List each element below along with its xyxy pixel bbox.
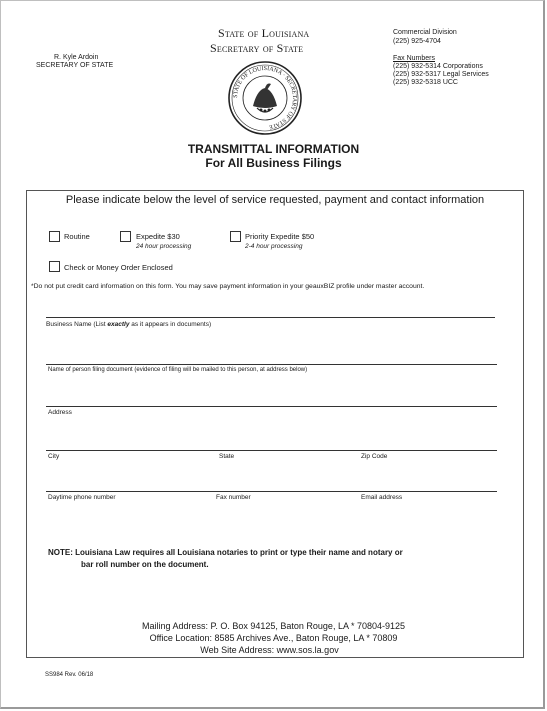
priority-expedite-checkbox[interactable]: [230, 231, 241, 242]
form-title: TRANSMITTAL INFORMATION: [187, 142, 360, 156]
fax-number-label: Fax number: [216, 494, 251, 501]
address-label: Address: [48, 409, 72, 416]
priority-expedite-sublabel: 2-4 hour processing: [245, 243, 303, 250]
phone-fax-email-line[interactable]: [46, 491, 497, 492]
routine-checkbox[interactable]: [49, 231, 60, 242]
notary-note-line2: bar roll number on the document.: [81, 560, 209, 569]
check-money-order-checkbox[interactable]: [49, 261, 60, 272]
person-filing-label: Name of person filing document (evidence of filing will be mailed to this person, at address below): [48, 367, 308, 373]
city-label: City: [48, 453, 60, 460]
form-number: SS984 Rev. 06/18: [45, 672, 94, 678]
fax-numbers-label: Fax Numbers: [393, 55, 436, 62]
state-label: State: [219, 453, 235, 460]
form-intro: Please indicate below the level of service requested, payment and contact information: [65, 194, 485, 206]
fax-legal-services: (225) 932-5317 Legal Services: [393, 71, 489, 78]
email-address-label: Email address: [361, 494, 403, 501]
credit-card-note: *Do not put credit card information on this form. You may save payment information in your geauxBIZ profile under master account.: [31, 283, 425, 290]
city-state-zip-line[interactable]: [46, 450, 497, 451]
commercial-division-label: Commercial Division: [393, 29, 457, 36]
daytime-phone-label: Daytime phone number: [48, 494, 116, 501]
state-seal-icon: [227, 60, 303, 136]
state-of-louisiana-heading: State of Louisiana: [218, 26, 310, 40]
official-title: SECRETARY OF STATE: [36, 62, 114, 69]
form-subtitle: For All Business Filings: [205, 156, 342, 170]
web-site-address: Web Site Address: www.sos.la.gov: [200, 645, 339, 655]
form-box: [26, 190, 524, 658]
expedite-sublabel: 24 hour processing: [136, 243, 192, 250]
fax-corporations: (225) 932-5314 Corporations: [393, 63, 483, 70]
business-name-line[interactable]: [46, 317, 495, 318]
expedite-label: Expedite $30: [136, 232, 180, 241]
seal-text: STATE OF LOUISIANA · SECRETARY OF STATE: [232, 65, 298, 130]
official-name: R. Kyle Ardoin: [54, 54, 99, 61]
zip-code-label: Zip Code: [361, 453, 388, 460]
fax-ucc: (225) 932-5318 UCC: [393, 79, 458, 86]
mailing-address: Mailing Address: P. O. Box 94125, Baton Rouge, LA * 70804-9125: [141, 621, 406, 631]
routine-label: Routine: [64, 232, 90, 241]
secretary-of-state-heading: Secretary of State: [210, 41, 304, 55]
office-location: Office Location: 8585 Archives Ave., Baton Rouge, LA * 70809: [149, 633, 398, 643]
person-filing-line[interactable]: [46, 364, 497, 365]
notary-note-line1: NOTE: Louisiana Law requires all Louisiana notaries to print or type their name and notary or: [48, 548, 403, 557]
priority-expedite-label: Priority Expedite $50: [245, 232, 315, 241]
business-name-label: Business Name (List exactly as it appears in documents): [46, 321, 212, 328]
expedite-checkbox[interactable]: [120, 231, 131, 242]
address-line[interactable]: [46, 406, 497, 407]
check-money-order-label: Check or Money Order Enclosed: [64, 263, 173, 272]
commercial-phone: (225) 925-4704: [393, 38, 441, 45]
